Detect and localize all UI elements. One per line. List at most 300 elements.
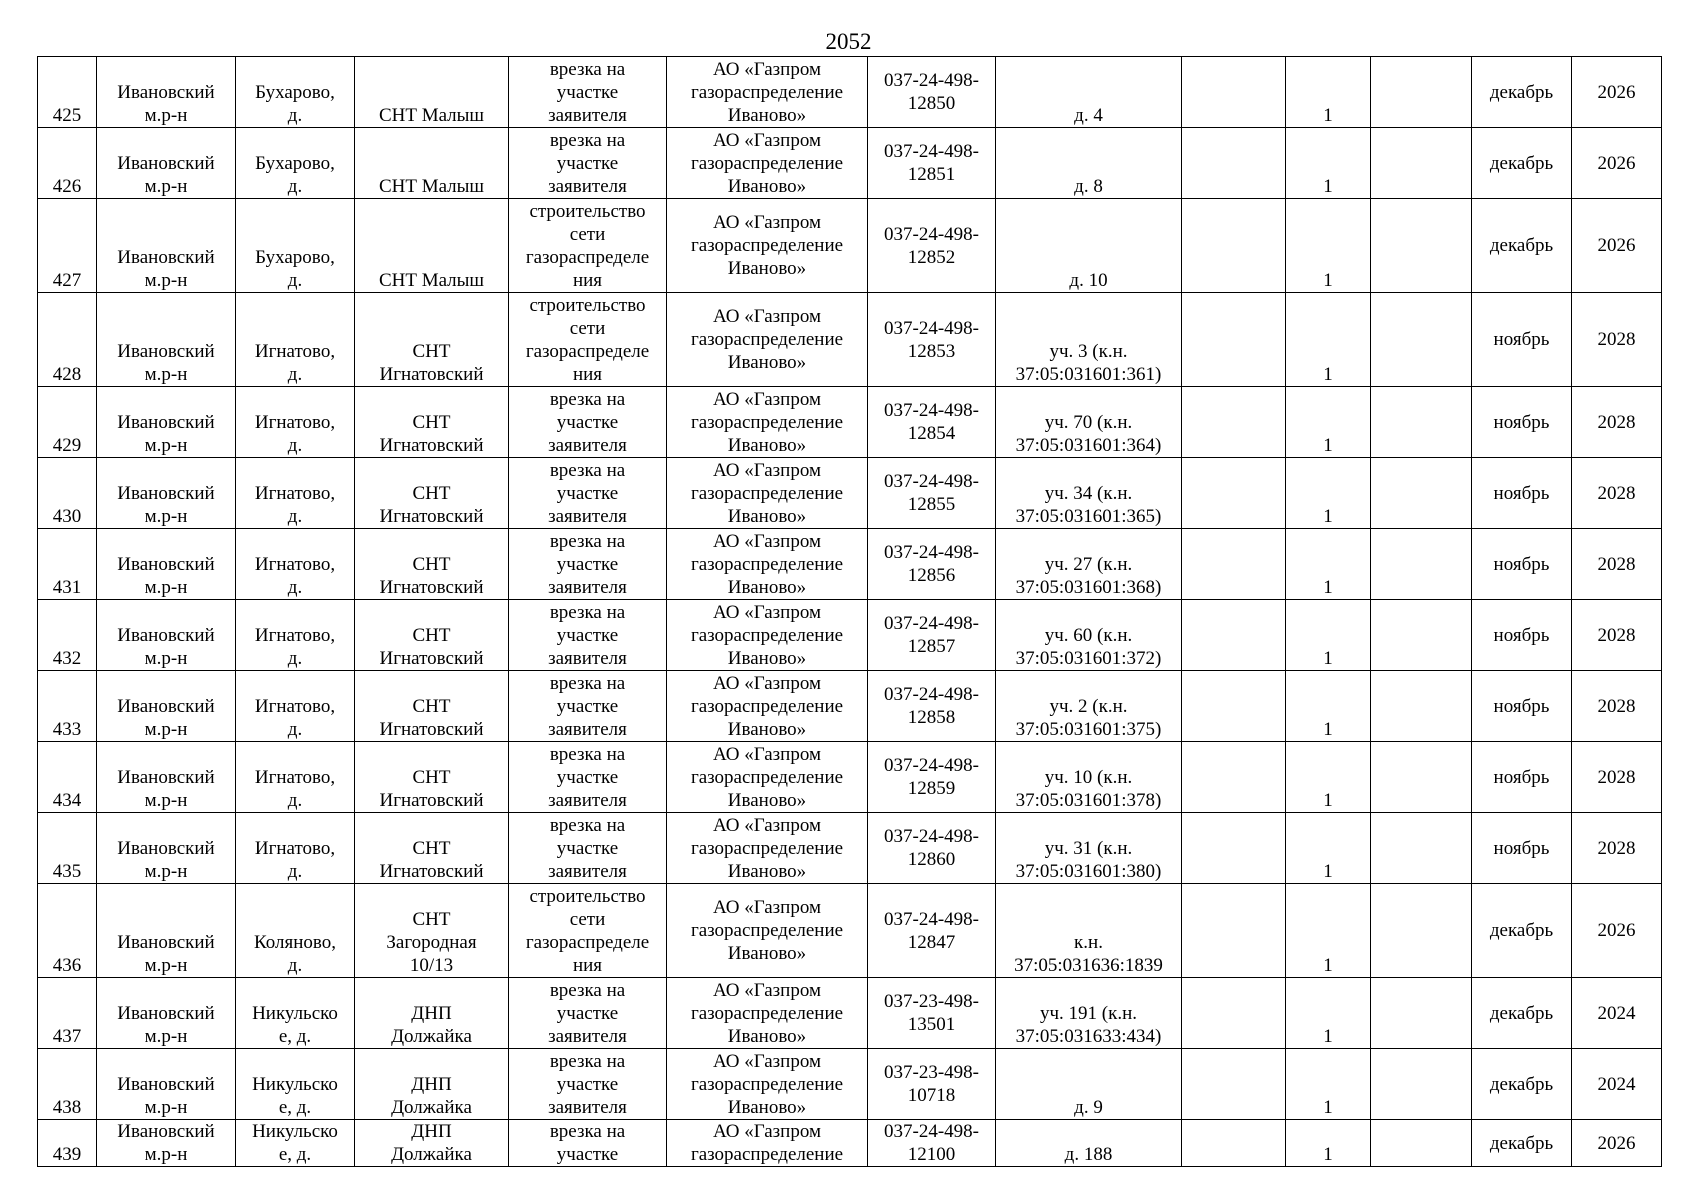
cell-count: 1 [1286,742,1371,813]
cell-empty [1182,671,1286,742]
cell-row-number: 437 [38,978,97,1049]
cell-address-line: 37:05:031601:365) [1015,506,1162,527]
cell-year: 2026 [1572,128,1662,199]
cell-district-line: м.р-н [144,1144,188,1165]
cell-organization-line: Иваново» [727,943,807,964]
cell-work-type [509,529,667,600]
cell-object-line: СНТ [412,341,451,362]
cell-work-type-line: строительство [529,885,646,907]
cell-organization-line: АО «Газпром [712,601,822,623]
cell-row-number: 435 [38,813,97,884]
cell-district [97,387,236,458]
cell-organization-line: Иваново» [727,718,807,740]
cell-locality-line: Игнатово, [254,412,336,433]
cell-locality-line: Игнатово, [254,554,336,575]
cell-code-line: 12859 [907,778,956,799]
cell-locality [236,458,355,529]
cell-organization [667,458,868,529]
cell-organization [667,57,868,128]
cell-row-number: 425 [38,57,97,128]
cell-work-type-line: заявителя [548,1025,627,1047]
cell-locality [236,884,355,978]
cell-address-line: к.н. [1074,932,1103,953]
cell-locality-line: Никульско [252,1003,338,1024]
cell-object [355,1049,509,1120]
cell-district-line: Ивановский [117,696,215,717]
cell-empty [1371,671,1472,742]
cell-year: 2026 [1572,884,1662,978]
cell-organization-line: АО «Газпром [712,814,822,836]
cell-empty [1371,884,1472,978]
cell-locality-line: д. [287,861,303,882]
cell-empty [1371,529,1472,600]
cell-count: 1 [1286,458,1371,529]
cell-count: 1 [1286,199,1371,293]
cell-month: ноябрь [1472,813,1572,884]
cell-address [996,1120,1182,1167]
cell-address [996,529,1182,600]
cell-object-line: Игнатовский [379,648,484,669]
cell-month: ноябрь [1472,458,1572,529]
cell-count: 1 [1286,387,1371,458]
cell-row-number: 430 [38,458,97,529]
cell-organization-line: Иваново» [727,352,807,373]
cell-work-type-line: участке [556,81,619,103]
cell-code [868,458,996,529]
cell-address [996,387,1182,458]
cell-locality-line: д. [287,105,303,126]
cell-object [355,387,509,458]
cell-locality [236,529,355,600]
cell-work-type [509,387,667,458]
cell-organization-line: Иваново» [727,576,807,598]
table-row [38,1120,1662,1167]
cell-address-line: д. 10 [1069,270,1108,291]
cell-object-line: СНТ [412,483,451,504]
cell-district [97,199,236,293]
cell-empty [1182,387,1286,458]
cell-address-line: уч. 10 (к.н. [1044,767,1133,788]
cell-work-type-line: заявителя [548,175,627,197]
cell-month: декабрь [1472,57,1572,128]
cell-code-line: 037-24-498- [884,1121,979,1142]
cell-district-line: Ивановский [117,1121,215,1142]
cell-address-line: уч. 2 (к.н. [1049,696,1128,717]
cell-object-line: СНТ Малыш [378,105,485,126]
cell-district-line: м.р-н [144,105,188,126]
cell-district [97,1120,236,1167]
cell-code [868,978,996,1049]
cell-year: 2026 [1572,1120,1662,1167]
cell-object-line: Игнатовский [379,364,484,385]
cell-district-line: м.р-н [144,648,188,669]
cell-work-type-line: врезка на [549,601,626,623]
cell-locality [236,57,355,128]
cell-work-type [509,199,667,293]
cell-organization-line: Иваново» [727,1025,807,1047]
cell-work-type [509,813,667,884]
cell-district-line: м.р-н [144,435,188,456]
cell-object [355,1120,509,1167]
cell-work-type-line: заявителя [548,647,627,669]
cell-month: декабрь [1472,978,1572,1049]
cell-work-type-line: врезка на [549,743,626,765]
cell-count: 1 [1286,978,1371,1049]
cell-empty [1371,57,1472,128]
cell-count: 1 [1286,1049,1371,1120]
cell-work-type-line: врезка на [549,388,626,410]
cell-code-line: 12856 [907,565,956,586]
table-row [38,742,1662,813]
cell-address-line: д. 4 [1074,105,1103,126]
cell-organization-line: газораспределение [690,553,844,575]
cell-address [996,600,1182,671]
cell-work-type [509,671,667,742]
cell-work-type-line: заявителя [548,104,627,126]
cell-work-type-line: заявителя [548,576,627,598]
cell-district-line: м.р-н [144,176,188,197]
cell-organization-line: газораспределение [690,1073,844,1095]
cell-month: ноябрь [1472,600,1572,671]
cell-address-line: уч. 34 (к.н. [1044,483,1133,504]
registry-table [37,56,1662,1167]
cell-object-line: Игнатовский [379,861,484,882]
cell-locality [236,128,355,199]
cell-organization-line: газораспределение [690,920,844,941]
cell-organization-line: газораспределение [690,695,844,717]
table-row [38,199,1662,293]
cell-code-line: 12860 [907,849,956,870]
cell-locality-line: Никульско [252,1074,338,1095]
cell-organization-line: газораспределение [690,482,844,504]
cell-work-type-line: заявителя [548,1096,627,1118]
cell-empty [1371,813,1472,884]
cell-empty [1182,199,1286,293]
cell-code-line: 10718 [907,1085,956,1106]
cell-locality-line: Игнатово, [254,625,336,646]
cell-district-line: Ивановский [117,838,215,859]
cell-empty [1182,293,1286,387]
cell-object-line: Игнатовский [379,719,484,740]
table-row [38,671,1662,742]
cell-district-line: м.р-н [144,861,188,882]
cell-object-line: Игнатовский [379,577,484,598]
cell-address-line: 37:05:031601:364) [1015,435,1162,456]
cell-empty [1371,978,1472,1049]
cell-locality-line: д. [287,506,303,527]
cell-work-type-line: участке [556,695,619,717]
cell-year: 2028 [1572,600,1662,671]
cell-object-line: СНТ [412,838,451,859]
cell-organization [667,199,868,293]
cell-empty [1182,600,1286,671]
cell-district-line: м.р-н [144,577,188,598]
cell-empty [1371,742,1472,813]
cell-locality [236,387,355,458]
cell-work-type-line: участке [556,1002,619,1024]
cell-object-line: СНТ [412,909,451,930]
cell-address [996,458,1182,529]
cell-object-line: СНТ [412,696,451,717]
cell-organization-line: газораспределение [690,235,844,256]
cell-address [996,1049,1182,1120]
cell-work-type-line: заявителя [548,434,627,456]
cell-district [97,742,236,813]
cell-organization-line: газораспределение [690,766,844,788]
cell-address [996,742,1182,813]
cell-organization-line: Иваново» [727,104,807,126]
cell-object [355,813,509,884]
cell-organization [667,600,868,671]
table-row [38,600,1662,671]
cell-work-type-line: врезка на [549,979,626,1001]
cell-code-line: 037-24-498- [884,542,979,563]
cell-locality [236,1120,355,1167]
cell-count: 1 [1286,671,1371,742]
cell-district-line: Ивановский [117,341,215,362]
cell-work-type-line: участке [556,411,619,433]
cell-row-number: 432 [38,600,97,671]
cell-work-type [509,57,667,128]
cell-year: 2028 [1572,387,1662,458]
cell-object-line: Игнатовский [379,790,484,811]
cell-address-line: уч. 191 (к.н. [1039,1003,1138,1024]
cell-locality-line: Игнатово, [254,483,336,504]
cell-empty [1371,293,1472,387]
cell-organization-line: АО «Газпром [712,388,822,410]
cell-empty [1371,387,1472,458]
cell-empty [1182,978,1286,1049]
cell-organization-line: АО «Газпром [712,306,822,327]
cell-code-line: 037-23-498- [884,991,979,1012]
cell-year: 2024 [1572,1049,1662,1120]
cell-month: ноябрь [1472,293,1572,387]
cell-locality-line: д. [287,364,303,385]
cell-object-line: ДНП [411,1003,452,1024]
cell-year: 2028 [1572,742,1662,813]
cell-row-number: 426 [38,128,97,199]
cell-empty [1371,1120,1472,1167]
cell-code-line: 12100 [907,1144,956,1165]
cell-empty [1182,57,1286,128]
cell-district [97,813,236,884]
cell-month: ноябрь [1472,742,1572,813]
cell-row-number: 436 [38,884,97,978]
cell-code [868,57,996,128]
cell-address-line: 37:05:031601:361) [1015,364,1162,385]
cell-address [996,671,1182,742]
cell-locality-line: д. [287,176,303,197]
cell-object [355,128,509,199]
cell-object-line: СНТ [412,554,451,575]
cell-district-line: Ивановский [117,767,215,788]
cell-row-number: 431 [38,529,97,600]
cell-organization-line: АО «Газпром [712,459,822,481]
cell-organization-line: АО «Газпром [712,672,822,694]
cell-district [97,600,236,671]
cell-locality-line: д. [287,270,303,291]
cell-count: 1 [1286,57,1371,128]
table-row [38,978,1662,1049]
cell-organization-line: Иваново» [727,258,807,279]
cell-organization-line: АО «Газпром [712,743,822,765]
cell-work-type [509,742,667,813]
cell-address [996,978,1182,1049]
cell-object [355,529,509,600]
cell-locality [236,1049,355,1120]
cell-work-type-line: врезка на [549,530,626,552]
cell-object [355,293,509,387]
cell-work-type-line: заявителя [548,718,627,740]
cell-work-type-line: врезка на [549,672,626,694]
table-body [38,57,1662,1167]
cell-row-number: 438 [38,1049,97,1120]
table-row [38,293,1662,387]
cell-code-line: 037-24-498- [884,755,979,776]
cell-organization-line: Иваново» [727,505,807,527]
cell-month: декабрь [1472,884,1572,978]
cell-count: 1 [1286,884,1371,978]
cell-object-line: СНТ Малыш [378,176,485,197]
cell-locality-line: д. [287,955,303,976]
cell-district-line: м.р-н [144,1026,188,1047]
cell-work-type-line: строительство [529,200,646,222]
cell-work-type-line: врезка на [549,1050,626,1072]
cell-work-type [509,1120,667,1167]
cell-object-line: СНТ [412,412,451,433]
cell-organization-line: Иваново» [727,860,807,882]
cell-address-line: 37:05:031601:368) [1015,577,1162,598]
cell-empty [1371,458,1472,529]
cell-object [355,57,509,128]
cell-work-type [509,128,667,199]
cell-district-line: м.р-н [144,270,188,291]
cell-row-number: 433 [38,671,97,742]
cell-object-line: СНТ [412,625,451,646]
cell-month: декабрь [1472,1049,1572,1120]
cell-code-line: 037-24-498- [884,613,979,634]
cell-organization-line: газораспределение [690,152,844,174]
table-row [38,1049,1662,1120]
cell-empty [1182,813,1286,884]
cell-organization [667,978,868,1049]
cell-object-line: Должайка [391,1144,472,1165]
cell-district-line: м.р-н [144,364,188,385]
cell-organization-line: газораспределение [690,81,844,103]
cell-object [355,199,509,293]
cell-district-line: Ивановский [117,412,215,433]
cell-work-type-line: сети [569,223,606,245]
cell-district [97,671,236,742]
cell-work-type-line: ния [572,954,603,976]
cell-year: 2026 [1572,57,1662,128]
cell-empty [1182,742,1286,813]
cell-district-line: м.р-н [144,790,188,811]
cell-work-type [509,293,667,387]
cell-work-type [509,600,667,671]
cell-object [355,978,509,1049]
cell-object [355,671,509,742]
cell-object-line: ДНП [411,1074,452,1095]
cell-code-line: 12858 [907,707,956,728]
cell-work-type [509,458,667,529]
cell-year: 2026 [1572,199,1662,293]
cell-object-line: Должайка [391,1097,472,1118]
cell-code [868,671,996,742]
cell-work-type [509,978,667,1049]
cell-count: 1 [1286,813,1371,884]
cell-organization [667,1120,868,1167]
cell-empty [1182,458,1286,529]
table-row [38,458,1662,529]
cell-organization-line: газораспределение [690,1002,844,1024]
cell-code-line: 037-24-498- [884,400,979,421]
cell-locality-line: е, д. [278,1144,312,1165]
cell-empty [1182,128,1286,199]
cell-organization-line: Иваново» [727,1096,807,1118]
cell-row-number: 427 [38,199,97,293]
cell-locality [236,600,355,671]
cell-address-line: уч. 70 (к.н. [1044,412,1133,433]
cell-work-type-line: участке [556,624,619,646]
table-row [38,884,1662,978]
cell-work-type-line: участке [556,837,619,859]
cell-count: 1 [1286,128,1371,199]
cell-organization-line: Иваново» [727,647,807,669]
cell-district-line: м.р-н [144,506,188,527]
cell-work-type-line: врезка на [549,814,626,836]
cell-work-type-line: врезка на [549,1121,626,1142]
cell-locality-line: е, д. [278,1026,312,1047]
cell-code-line: 12850 [907,93,956,114]
cell-empty [1371,600,1472,671]
cell-year: 2028 [1572,458,1662,529]
cell-organization [667,671,868,742]
cell-district [97,57,236,128]
cell-organization-line: АО «Газпром [712,1050,822,1072]
cell-work-type-line: газораспределе [525,246,650,268]
cell-district-line: Ивановский [117,153,215,174]
cell-empty [1182,1120,1286,1167]
cell-work-type-line: ния [572,269,603,291]
cell-work-type-line: заявителя [548,505,627,527]
cell-code-line: 037-24-498- [884,141,979,162]
cell-year: 2028 [1572,529,1662,600]
cell-code-line: 12847 [907,931,956,953]
cell-address [996,884,1182,978]
cell-organization [667,813,868,884]
cell-address-line: 37:05:031633:434) [1015,1026,1162,1047]
cell-locality [236,199,355,293]
cell-month: ноябрь [1472,671,1572,742]
cell-code [868,128,996,199]
cell-locality [236,742,355,813]
cell-address [996,813,1182,884]
cell-district [97,884,236,978]
cell-organization-line: газораспределение [690,329,844,350]
cell-work-type-line: врезка на [549,58,626,80]
cell-locality-line: Бухарово, [255,82,335,103]
cell-code-line: 12853 [907,340,956,362]
cell-address [996,128,1182,199]
cell-row-number: 434 [38,742,97,813]
cell-locality-line: Коляново, [254,932,336,953]
cell-address-line: уч. 31 (к.н. [1044,838,1133,859]
cell-locality-line: д. [287,719,303,740]
cell-district [97,128,236,199]
cell-code [868,813,996,884]
cell-organization [667,884,868,978]
